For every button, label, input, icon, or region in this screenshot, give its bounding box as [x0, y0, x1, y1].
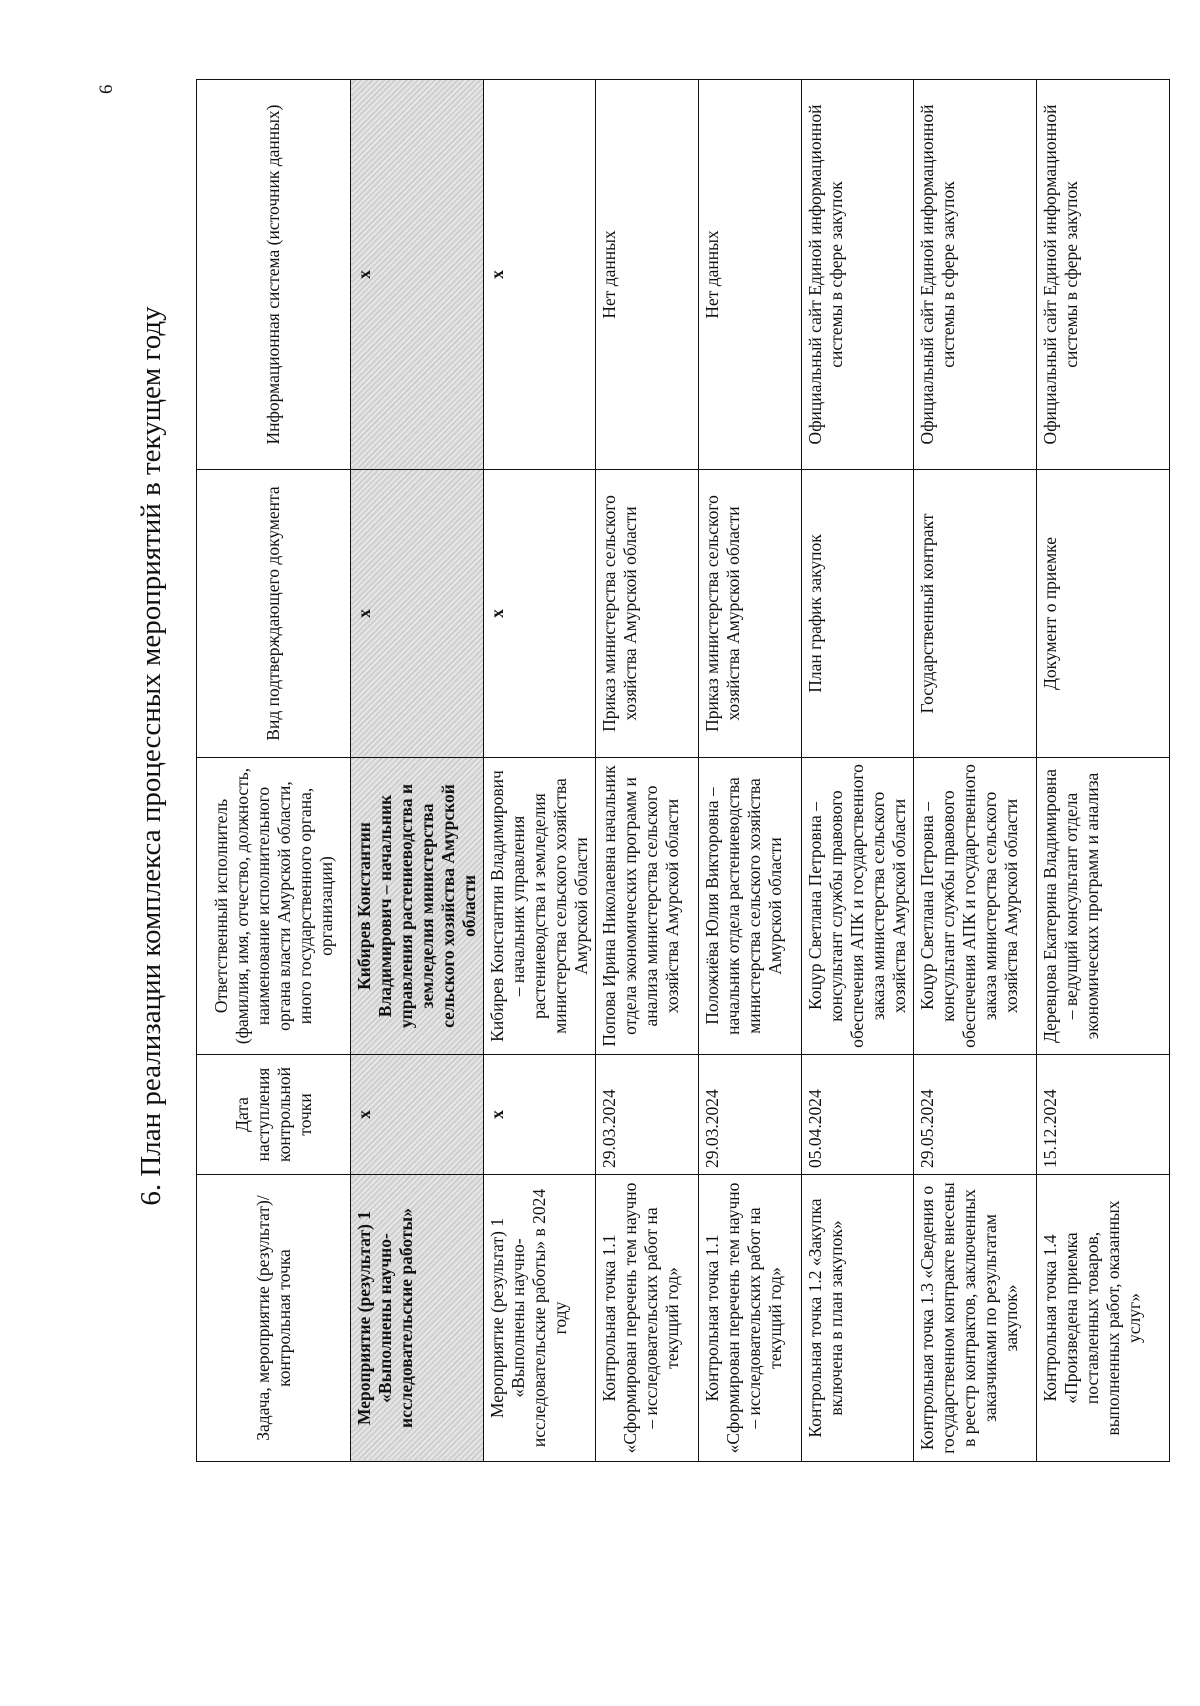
table-header-row	[197, 80, 351, 1462]
table-row	[699, 80, 802, 1462]
date-cell: x	[351, 1055, 484, 1175]
system-cell: Официальный сайт Единой информационной системы в сфере закупок	[1037, 80, 1170, 470]
executor-cell: Кибирев Константин Владимирович – начальник управления растениеводства и земледелия министерства сельского хозяйства Амурской области	[351, 758, 484, 1055]
table-row	[596, 80, 699, 1462]
task-cell: Мероприятие (результат) 1 «Выполнены научно-исследовательские работы» в 2024 году	[484, 1175, 596, 1462]
system-cell: Официальный сайт Единой информационной системы в сфере закупок	[802, 80, 914, 470]
document-cell: x	[484, 470, 596, 758]
task-cell: Контрольная точка 1.4 «Произведена приемка поставленных товаров, выполненных работ, оказанных услуг»	[1037, 1175, 1170, 1462]
table-row	[914, 80, 1037, 1462]
executor-cell: Кибирев Константин Владимирович – начальник управления растениеводства и земледелия министерства сельского хозяйства Амурской области	[484, 758, 596, 1055]
table-row	[484, 80, 596, 1462]
executor-cell: Коцур Светлана Петровна – консультант службы правового обеспечения АПК и государственного заказа министерства сельского хозяйства Амурской области	[802, 758, 914, 1055]
date-cell: 15.12.2024	[1037, 1055, 1170, 1175]
document-cell: План график закупок	[802, 470, 914, 758]
system-cell: x	[484, 80, 596, 470]
document-cell: x	[351, 470, 484, 758]
date-cell: x	[484, 1055, 596, 1175]
document-cell: Приказ министерства сельского хозяйства Амурской области	[699, 470, 802, 758]
system-cell: Официальный сайт Единой информационной системы в сфере закупок	[914, 80, 1037, 470]
executor-cell: Деревцова Екатерина Владимировна – ведущий консультант отдела экономических программ и анализа	[1037, 758, 1170, 1055]
executor-cell: Попова Ирина Николаевна начальник отдела экономических программ и анализа министерства сельского хозяйства Амурской области	[596, 758, 699, 1055]
executor-cell: Коцур Светлана Петровна – консультант службы правового обеспечения АПК и государственного заказа министерства сельского хозяйства Амурской области	[914, 758, 1037, 1055]
column-header-task: Задача, мероприятие (результат)/контрольная точка	[197, 1175, 351, 1462]
task-cell: Контрольная точка 1.1 «Сформирован перечень тем научно – исследовательских работ на текущий год»	[699, 1175, 802, 1462]
task-cell: Контрольная точка 1.2 «Закупка включена в план закупок»	[802, 1175, 914, 1462]
date-cell: 29.03.2024	[699, 1055, 802, 1175]
table-row	[1037, 80, 1170, 1462]
column-header-system: Информационная система (источник данных)	[197, 80, 351, 470]
executor-cell: Положиёва Юлия Викторовна – начальник отдела растениеводства министерства сельского хозяйства Амурской области	[699, 758, 802, 1055]
page-title: 6. План реализации комплекса процессных мероприятий в текущем году	[135, 306, 167, 1206]
task-cell: Контрольная точка 1.3 «Сведения о государственном контракте внесены в реестр контрактов, заключенных заказчиками по результатам закупок»	[914, 1175, 1037, 1462]
document-cell: Государственный контракт	[914, 470, 1037, 758]
plan-table	[196, 79, 1170, 1462]
system-cell: Нет данных	[699, 80, 802, 470]
date-cell: 29.03.2024	[596, 1055, 699, 1175]
column-header-executor: Ответственный исполнитель (фамилия, имя, отчество, должность, наименование исполнительного органа власти Амурской области, иного государственного органа, организации)	[197, 758, 351, 1055]
page-number: 6	[96, 84, 117, 94]
date-cell: 29.05.2024	[914, 1055, 1037, 1175]
table-row	[802, 80, 914, 1462]
date-cell: 05.04.2024	[802, 1055, 914, 1175]
system-cell: x	[351, 80, 484, 470]
document-cell: Документ о приемке	[1037, 470, 1170, 758]
task-cell: Контрольная точка 1.1 «Сформирован перечень тем научно – исследовательских работ на текущий год»	[596, 1175, 699, 1462]
system-cell: Нет данных	[596, 80, 699, 470]
table-row	[351, 80, 484, 1462]
document-cell: Приказ министерства сельского хозяйства Амурской области	[596, 470, 699, 758]
column-header-document: Вид подтверждающего документа	[197, 470, 351, 758]
task-cell: Мероприятие (результат) 1 «Выполнены научно-исследовательские работы»	[351, 1175, 484, 1462]
column-header-date: Дата наступления контрольной точки	[197, 1055, 351, 1175]
